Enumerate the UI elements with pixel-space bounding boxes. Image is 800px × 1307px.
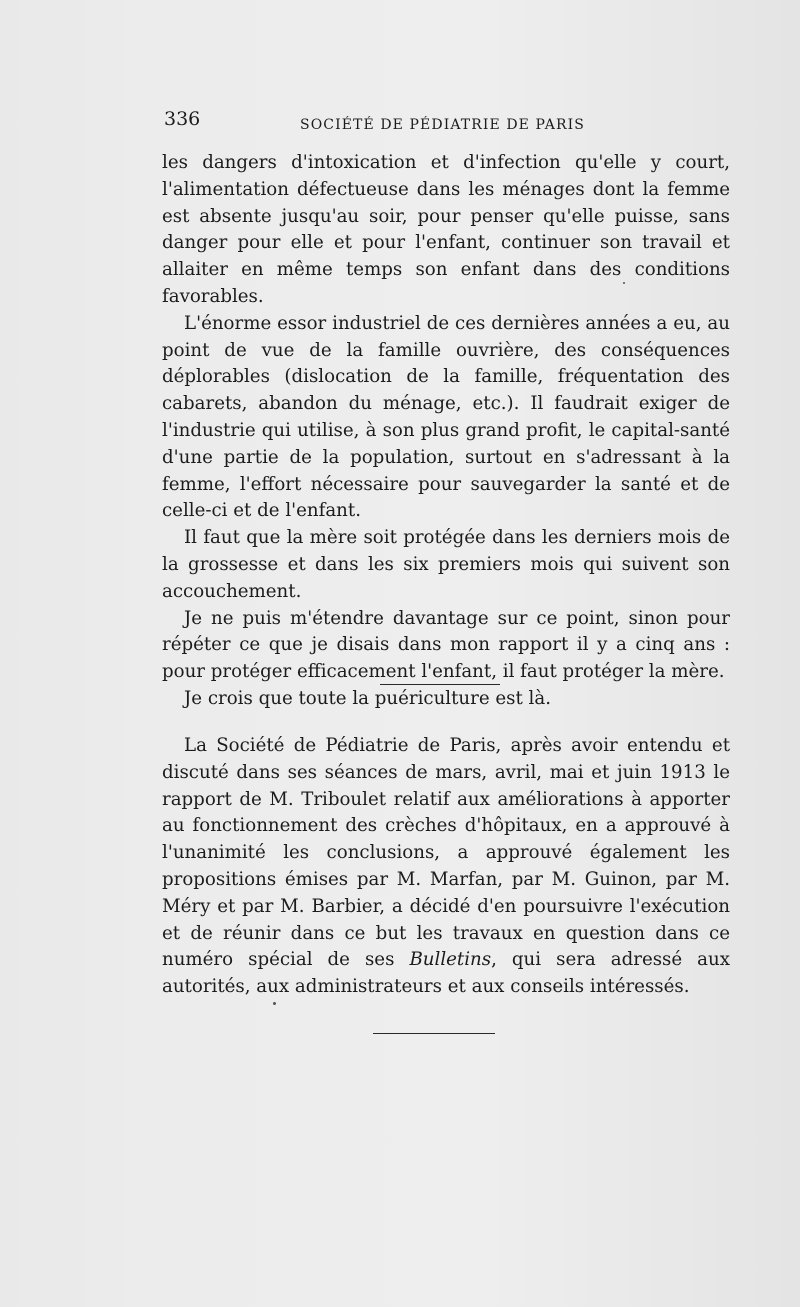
- main-text: [162, 150, 730, 713]
- bulletins-title: Bulletins: [409, 949, 492, 971]
- closing-note: [162, 733, 730, 1001]
- end-divider: [373, 1033, 495, 1034]
- paragraph-continued: les dangers d'intoxication et d'infection qu'elle y court, l'alimentation défectueuse dans les ménages dont la femme est absente jusqu'au soir, pour penser qu'elle puisse, sans danger pour elle et pour l'enfant, continuer son travail et allaiter en même temps son enfant dans des conditions favorables.: [162, 152, 730, 307]
- paragraph-industry: L'énorme essor industriel de ces dernières années a eu, au point de vue de la famille ouvrière, des conséquences déplorables (dislocation de la famille, fréquentation des cabarets, abandon du ménage, etc.). Il faudrait exiger de l'industrie qui utilise, à son plus grand profit, le capital-santé d'une partie de la population, surtout en s'adressant à la femme, l'effort nécessaire pour sauvegarder la santé et de celle-ci et de l'enfant.: [162, 312, 730, 522]
- page-number: 336: [164, 108, 201, 130]
- paragraph-protection: Il faut que la mère soit protégée dans les derniers mois de la grossesse et dans les six premiers mois qui suivent son accouchement.: [162, 527, 730, 602]
- section-divider: [380, 684, 500, 685]
- paper-speck: [273, 1002, 276, 1005]
- closing-text-end: , qui sera adressé aux autorités, aux administrateurs et aux conseils intéressés.: [162, 949, 730, 998]
- paper-speck: [623, 282, 625, 284]
- running-head: SOCIÉTÉ DE PÉDIATRIE DE PARIS: [300, 117, 585, 133]
- paragraph-conclusion: Je crois que toute la puériculture est là.: [184, 687, 552, 709]
- paragraph-report: Je ne puis m'étendre davantage sur ce point, sinon pour répéter ce que je disais dans mon rapport il y a cinq ans : pour protéger efficacement l'enfant, il faut protéger la mère.: [162, 607, 730, 683]
- closing-text-start: La Société de Pédiatrie de Paris, après avoir entendu et discuté dans ses séances de mars, avril, mai et juin 1913 le rapport de M. Triboulet relatif aux améliorations à apporter au fonctionnement des crèches d'hôpitaux, en a approuvé à l'unanimité les conclusions, a approuvé également les propositions émises par M. Marfan, par M. Guinon, par M. Méry et par M. Barbier, a décidé d'en poursuivre l'exécution et de réunir dans ce but les travaux en question dans ce numéro spécial de ses: [162, 735, 730, 971]
- closing-paragraph: [162, 733, 730, 1001]
